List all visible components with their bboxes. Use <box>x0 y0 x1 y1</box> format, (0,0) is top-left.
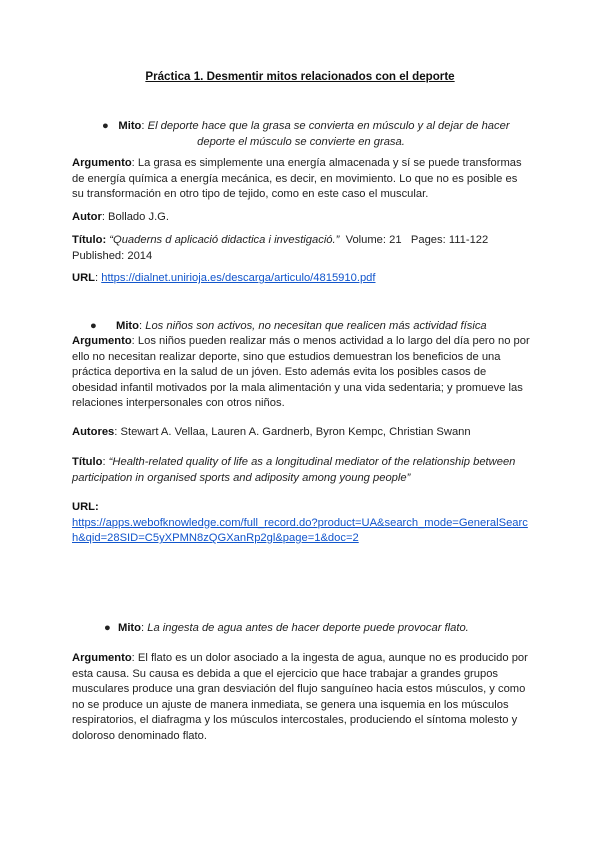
bullet-icon: ● <box>90 320 97 332</box>
authors-2: Autores: Stewart A. Vellaa, Lauren A. Gardnerb, Byron Kempc, Christian Swann <box>72 426 471 438</box>
url-label: URL: <box>72 501 99 513</box>
argument-3: Argumento: El flato es un dolor asociado a la ingesta de agua, aunque no es producido por esta causa. Su causa es debida a que el ejercicio que hace trabajar a grandes grupos musculares produce una gran desviación del flujo sanguíneo hacia estos músculos, y como no se produce un ajuste de manera inmediata, se genera una isquemia en los músculos respiratorios, el diafragma y los músculos intercostales, produciendo el síntoma molesto y doloroso denominado flato. <box>72 652 528 742</box>
myth-2-text: Los niños son activos, no necesitan que realicen más actividad física <box>145 320 487 332</box>
autores-label: Autores <box>72 426 115 438</box>
url-2-link[interactable]: https://apps.webofknowledge.com/full_record.do?product=UA&search_mode=GeneralSearch&qid=28SID=C5yXPMN8zQGXanRp2gl&page=1&doc=2 <box>72 516 528 544</box>
myth-3-text: La ingesta de agua antes de hacer deporte puede provocar flato. <box>147 622 469 634</box>
myth-1: ● Mito: El deporte hace que la grasa se convierta en músculo y al dejar de hacer deporte el músculo se convierte en grasa. <box>72 119 530 150</box>
reference-1-pages: Pages: 111-122 <box>410 234 489 246</box>
reference-1-title: “Quaderns d aplicació didactica i investigació.” <box>109 234 340 246</box>
reference-1-volume: Volume: 21 <box>345 234 402 246</box>
authors-2-text: Stewart A. Vellaa, Lauren A. Gardnerb, Byron Kempc, Christian Swann <box>120 426 471 438</box>
bullet-icon: ● <box>104 622 111 634</box>
myth-1-text-line2: deporte el músculo se convierte en grasa. <box>197 135 405 148</box>
reference-1 <box>72 233 530 264</box>
myth-3: ● Mito: La ingesta de agua antes de hacer deporte puede provocar flato. <box>72 621 530 637</box>
reference-2: Título: “Health-related quality of life as a longitudinal mediator of the relationship between participation in organised sports and adiposity among young people” <box>72 456 516 484</box>
argumento-label: Argumento <box>72 157 132 169</box>
argument-2-text: Los niños pueden realizar más o menos actividad a lo largo del día pero no por ello no necesitan realizar deporte, sino que estudios demuestran los beneficios de una práctica deportiva en la salud de un jóven. Esto además evita los posibles casos de obesidad infantil motivados por la mala alimentación y una vida sedentaria; y promueve las relaciones interpersonales con otros niños. <box>72 335 530 409</box>
mito-label: Mito <box>116 320 139 332</box>
autor-label: Autor <box>72 211 102 223</box>
argument-1: Argumento: La grasa es simplemente una energía almacenada y sí se puede transformas de energía química a energía mecánica, es decir, en movimiento. Lo que no es posible es su transformación en otro tipo de tejido, como en este caso el muscular. <box>72 157 522 200</box>
titulo-label: Título <box>72 456 103 468</box>
mito-label: Mito <box>118 622 141 634</box>
argument-1-text: La grasa es simplemente una energía almacenada y sí se puede transformas de energía química a energía mecánica, es decir, en movimiento. Lo que no es posible es su transformación en otro tipo de tejido, como en este caso el muscular. <box>72 157 522 200</box>
page-title: Práctica 1. Desmentir mitos relacionados con el deporte <box>145 70 455 83</box>
myth-2: ● Mito: Los niños son activos, no necesitan que realicen más actividad física <box>72 319 530 335</box>
argument-3-text: El flato es un dolor asociado a la ingesta de agua, aunque no es producido por esta causa. Su causa es debida a que el ejercicio que hace trabajar a grandes grupos musculares produce una gran desviación del flujo sanguíneo hacia estos músculos, y como no se produce un ajuste de manera inmediata, se genera una isquemia en los músculos respiratorios, el diafragma y los músculos intercostales, produciendo el síntoma molesto y doloroso denominado flato. <box>72 652 528 742</box>
reference-1-published: Published: 2014 <box>72 249 153 262</box>
mito-label: Mito <box>118 120 142 132</box>
author-1: Autor: Bollado J.G. <box>72 211 169 223</box>
reference-2-title: “Health-related quality of life as a longitudinal mediator of the relationship between participation in organised sports and adiposity among young people” <box>72 456 516 484</box>
myth-1-text-line1: El deporte hace que la grasa se convierta en músculo y al dejar de hacer <box>147 120 510 132</box>
url-1-link[interactable]: https://dialnet.unirioja.es/descarga/articulo/4815910.pdf <box>101 272 376 284</box>
url-label: URL <box>72 272 95 284</box>
bullet-icon: ● <box>102 120 109 132</box>
argument-2: Argumento: Los niños pueden realizar más o menos actividad a lo largo del día pero no por ello no necesitan realizar deporte, sino que estudios demuestran los beneficios de una práctica deportiva en la salud de un jóven. Esto además evita los posibles casos de obesidad infantil motivados por la mala alimentación y una vida sedentaria; y promueve las relaciones interpersonales con otros niños. <box>72 335 530 409</box>
url-2 <box>72 500 530 547</box>
url-1: URL: https://dialnet.unirioja.es/descarga/articulo/4815910.pdf <box>72 272 376 284</box>
titulo-label: Título: <box>72 234 107 246</box>
argumento-label: Argumento <box>72 652 132 664</box>
argumento-label: Argumento <box>72 335 132 347</box>
author-1-text: Bollado J.G. <box>108 211 169 223</box>
